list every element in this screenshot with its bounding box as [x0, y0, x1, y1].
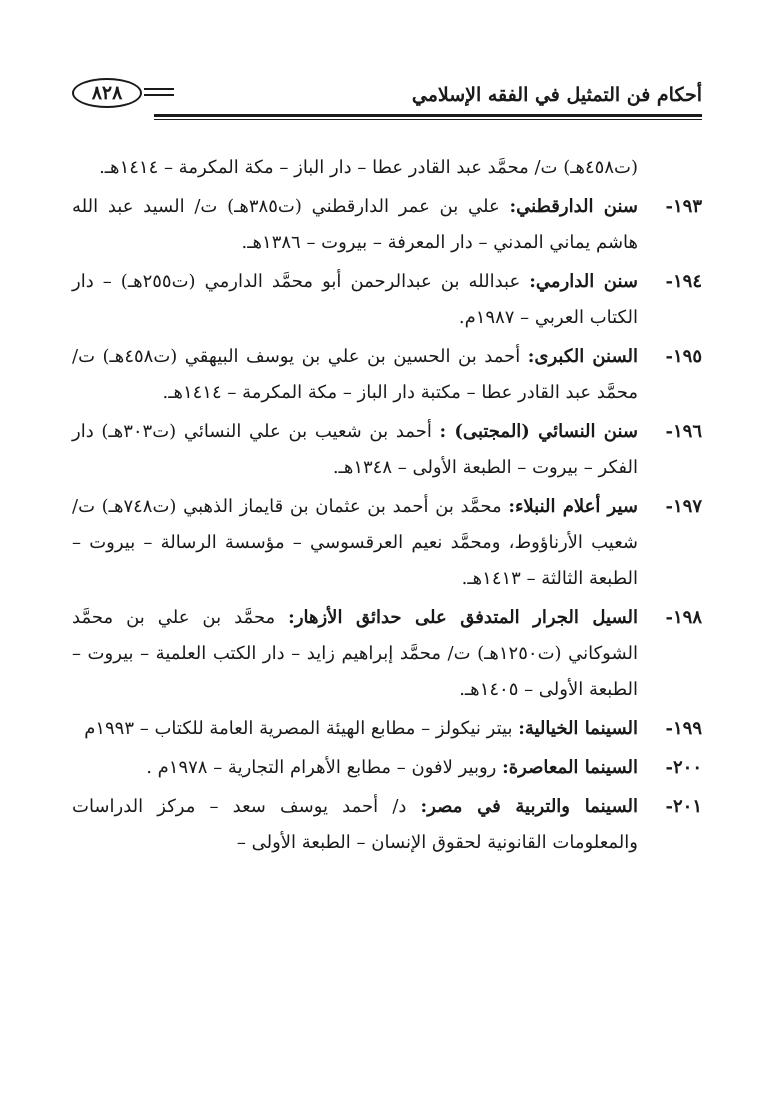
- entry-title: سنن النسائي (المجتبى) :: [439, 421, 639, 442]
- entry-number: ١٩٥-: [665, 346, 702, 367]
- bibliography-list: [72, 150, 702, 864]
- header-rule-thin: [154, 119, 702, 120]
- entry-number: ٢٠١-: [665, 796, 702, 817]
- entry-details: روبير لافون – مطابع الأهرام التجارية – ١٩٧٨م .: [146, 757, 503, 778]
- running-title: أحكام فن التمثيل في الفقه الإسلامي: [411, 84, 702, 106]
- entry-title: السنن الكبرى:: [527, 346, 638, 367]
- bibliography-entry: [72, 414, 702, 486]
- continued-entry: (ت٤٥٨هـ) ت/ محمَّد عبد القادر عطا – دار الباز – مكة المكرمة – ١٤١٤هـ.: [99, 157, 638, 178]
- page-number: ٨٢٨: [72, 78, 142, 108]
- page-header: [72, 78, 702, 122]
- entry-number: ١٩٨-: [665, 607, 702, 628]
- header-dash-top: [144, 88, 174, 90]
- entry-number: ١٩٦-: [665, 421, 702, 442]
- entry-details: د/ أحمد يوسف سعد – مركز الدراسات والمعلومات القانونية لحقوق الإنسان – الطبعة الأولى –: [72, 796, 638, 853]
- bibliography-entry: [72, 339, 702, 411]
- entry-details: أحمد بن شعيب بن علي النسائي (ت٣٠٣هـ) دار الفكر – بيروت – الطبعة الأولى – ١٣٤٨هـ.: [72, 421, 638, 478]
- bibliography-entry: [72, 264, 702, 336]
- entry-number: ١٩٧-: [665, 496, 702, 517]
- entry-title: السينما المعاصرة:: [502, 757, 638, 778]
- entry-details: محمَّد بن أحمد بن عثمان بن قايماز الذهبي (ت٧٤٨هـ) ت/ شعيب الأرناؤوط، ومحمَّد نعيم العرقسوسي – مؤسسة الرسالة – بيروت – الطبعة الثالثة – ١٤١٣هـ.: [72, 496, 638, 589]
- entry-details: محمَّد بن علي بن محمَّد الشوكاني (ت١٢٥٠هـ) ت/ محمَّد إبراهيم زايد – دار الكتب العلمية – بيروت – الطبعة الأولى – ١٤٠٥هـ.: [72, 607, 638, 700]
- entry-title: السينما والتربية في مصر:: [420, 796, 638, 817]
- bibliography-entry: [72, 489, 702, 597]
- entry-title: السينما الخيالية:: [518, 718, 638, 739]
- entry-details: بيتر نيكولز – مطابع الهيئة المصرية العامة للكتاب – ١٩٩٣م: [84, 718, 519, 739]
- entry-number: ١٩٤-: [665, 271, 702, 292]
- header-dash-bottom: [144, 94, 174, 96]
- entry-title: سير أعلام النبلاء:: [508, 496, 638, 517]
- entry-details: أحمد بن الحسين بن علي بن يوسف البيهقي (ت٤٥٨هـ) ت/ محمَّد عبد القادر عطا – مكتبة دار الباز – مكة المكرمة – ١٤١٤هـ.: [72, 346, 638, 403]
- entry-details: عبدالله بن عبدالرحمن أبو محمَّد الدارمي (ت٢٥٥هـ) – دار الكتاب العربي – ١٩٨٧م.: [72, 271, 638, 328]
- entry-details: علي بن عمر الدارقطني (ت٣٨٥هـ) ت/ السيد عبد الله هاشم يماني المدني – دار المعرفة – بيروت – ١٣٨٦هـ.: [72, 196, 638, 253]
- entry-title: السيل الجرار المتدفق على حدائق الأزهار:: [288, 607, 638, 628]
- bibliography-entry: [72, 750, 702, 786]
- entry-number: ١٩٣-: [665, 196, 702, 217]
- entry-title: سنن الدارمي:: [529, 271, 638, 292]
- bibliography-entry: [72, 711, 702, 747]
- entry-title: سنن الدارقطني:: [509, 196, 639, 217]
- header-rule-thick: [154, 114, 702, 117]
- entry-number: ٢٠٠-: [665, 757, 702, 778]
- entry-number: ١٩٩-: [665, 718, 702, 739]
- bibliography-entry: [72, 600, 702, 708]
- bibliography-entry: [72, 189, 702, 261]
- bibliography-entry: [72, 789, 702, 861]
